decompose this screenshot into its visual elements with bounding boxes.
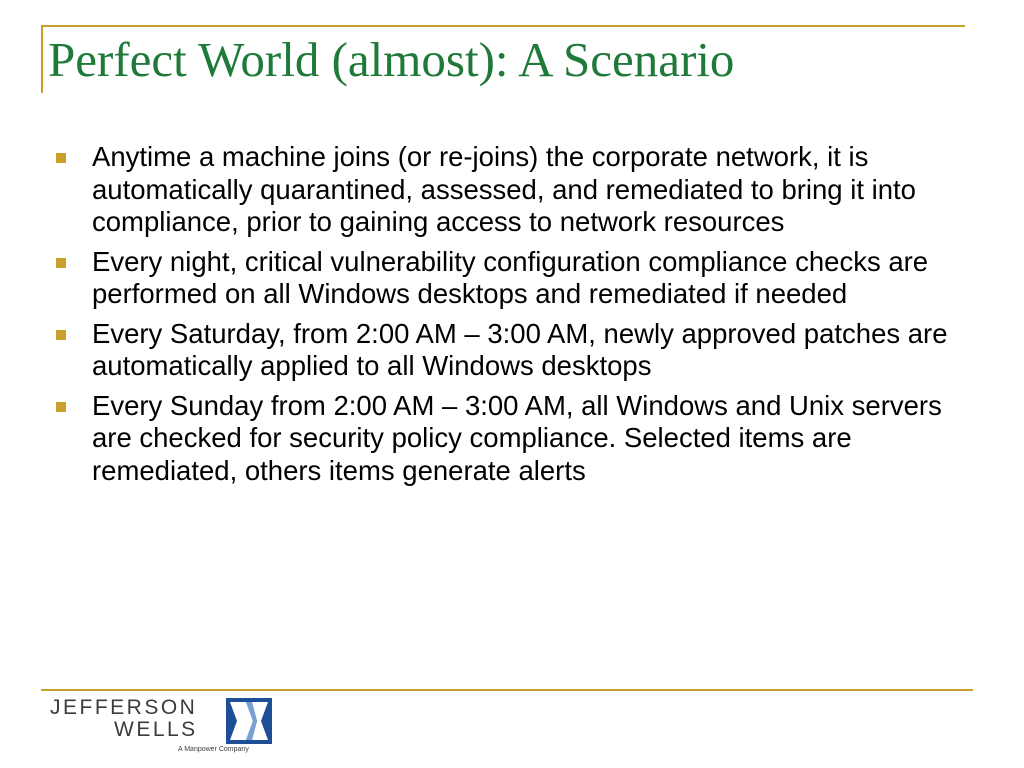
logo-tagline: A Manpower Company [178,746,249,753]
bullet-list [56,141,966,494]
bullet-item [56,141,966,239]
square-bullet-icon [56,330,66,340]
bullet-text: Every Sunday from 2:00 AM – 3:00 AM, all Windows and Unix servers are checked for security policy compliance. Selected items are remediated, others items generate alerts [92,389,942,486]
bullet-text: Anytime a machine joins (or re-joins) the corporate network, it is automatically quarantined, assessed, and remediated to bring it into compliance, prior to gaining access to network resources [92,141,916,237]
bullet-text: Every Saturday, from 2:00 AM – 3:00 AM, newly approved patches are automatically applied to all Windows desktops [92,317,948,381]
logo-text-line2: WELLS [114,718,198,741]
company-logo [50,694,290,760]
title-frame-horizontal-line [41,25,965,27]
slide-title: Perfect World (almost): A Scenario [48,32,735,87]
square-bullet-icon [56,402,66,412]
bullet-item [56,390,966,488]
logo-text-line1: JEFFERSON [50,696,198,719]
logo-mark-icon [226,698,272,744]
bullet-item [56,318,966,383]
bullet-item [56,246,966,311]
square-bullet-icon [56,258,66,268]
footer-divider [41,689,973,691]
title-frame-vertical-line [41,25,43,93]
bullet-text: Every night, critical vulnerability configuration compliance checks are performed on all Windows desktops and remediated if needed [92,245,929,309]
square-bullet-icon [56,153,66,163]
